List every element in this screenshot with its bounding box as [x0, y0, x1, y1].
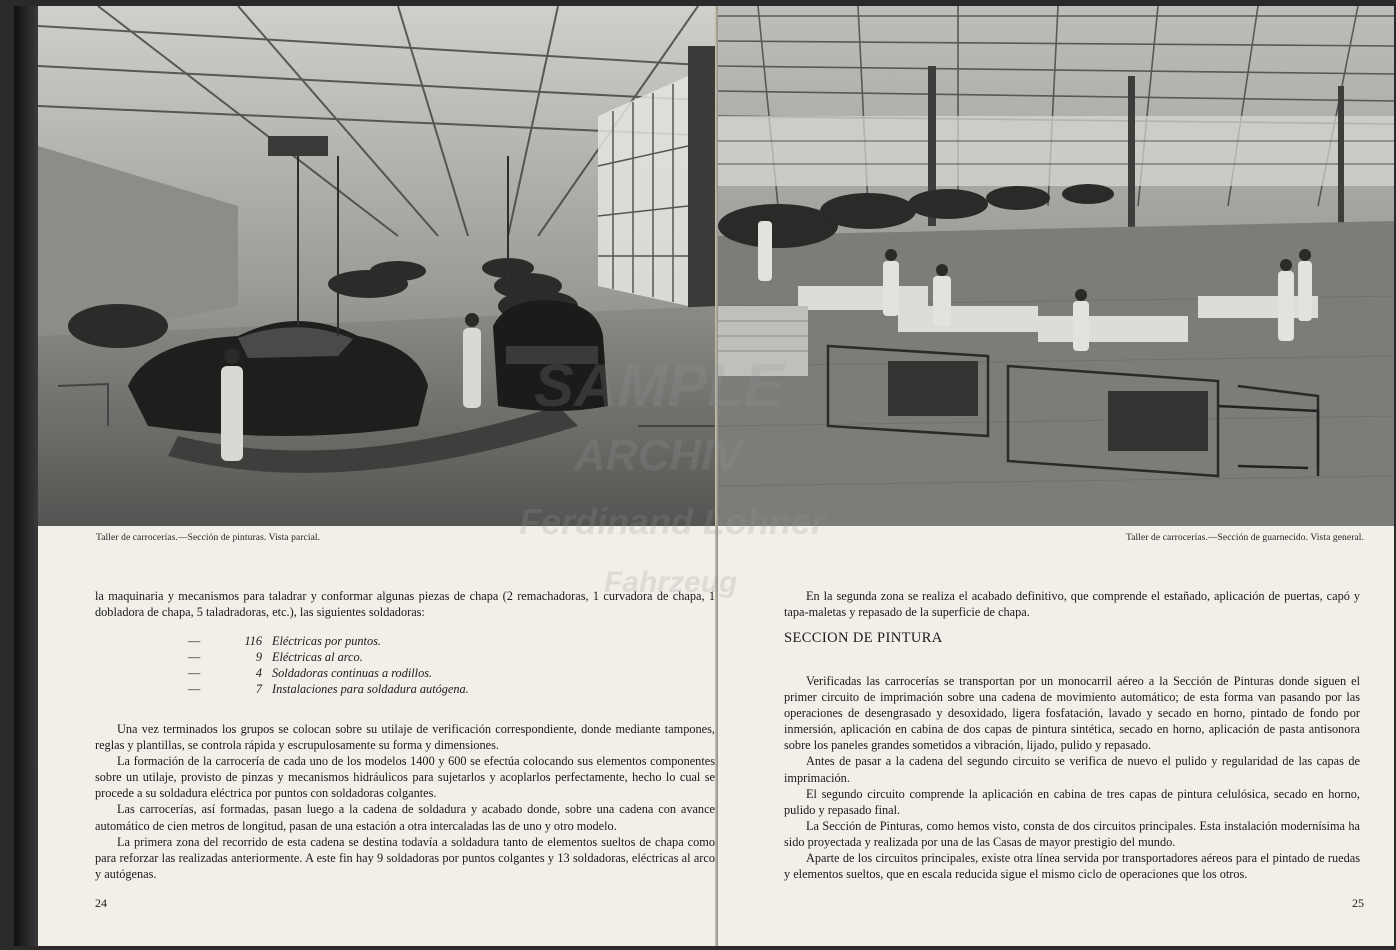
page-edge [14, 6, 38, 946]
right-page-number: 25 [1352, 896, 1364, 910]
paragraph: La primera zona del recorrido de esta cadena se destina todavía a soldadura tanto de elementos sueltos de chapa como para reforzar las realizadas anteriormente. A este fin hay 9 soldadoras por puntos colgantes y 13 soldadoras, eléctricas al arco y autógenas. [95, 834, 715, 881]
list-dash: — [188, 650, 201, 665]
list-dash: — [188, 682, 201, 697]
right-body [784, 673, 1360, 882]
photo-trim-shop [718, 6, 1394, 526]
list-description: Soldadoras continuas a rodillos. [272, 666, 433, 681]
list-description: Eléctricas al arco. [272, 650, 363, 665]
list-count: 9 [255, 650, 262, 665]
paragraph: Antes de pasar a la cadena del segundo circuito se verifica de nuevo el pulido y regularidad de las capas de imprimación. [784, 754, 1360, 785]
paint-shop-photo-illustration [38, 6, 718, 526]
list-item [188, 649, 469, 665]
watermark-line-4: Fahrzeug [604, 566, 738, 599]
left-intro-paragraph: la maquinaria y mecanismos para taladrar y conformar algunas piezas de chapa (2 remachadoras, 1 curvadora de chapa, 1 dobladora de chapa, 5 taladradoras, etc.), las siguientes soldadoras: [95, 589, 715, 620]
paragraph: La Sección de Pinturas, como hemos visto, consta de dos circuitos principales. Esta instalación modernísima ha sido proyectada y realizada por una de las Casas de mayor prestigio del mundo. [784, 818, 1360, 849]
list-item [188, 633, 469, 649]
paragraph: Una vez terminados los grupos se colocan sobre su utilaje de verificación correspondiente, donde mediante tampones, reglas y plantillas, se controla rápida y escrupulosamente su forma y dimensiones. [95, 722, 715, 753]
welder-list [188, 633, 469, 697]
list-dash: — [188, 666, 201, 681]
trim-shop-photo-illustration [718, 6, 1394, 526]
left-intro [95, 588, 715, 620]
paragraph: Las carrocerías, así formadas, pasan luego a la cadena de soldadura y acabado donde, sobre una cadena con avance automático de cien metros de longitud, pasan de una estación a otra intercaladas las de uno y otro modelo. [95, 802, 715, 833]
paragraph: Aparte de los circuitos principales, existe otra línea servida por transportadores aéreos para el pintado de ruedas y elementos sueltos, que en escala reducida sigue el mismo ciclo de operaciones que los otros. [784, 851, 1360, 882]
paragraph: Verificadas las carrocerías se transportan por un monocarril aéreo a la Sección de Pinturas donde siguen el primer circuito de imprimación sobre una cadena de movimiento automático; de esta forma van pasando por las operaciones de desengrasado y desoxidado, ligera fosfatación, lavado y secado en horno, pintado de fondo por inmersión, aplicación en cabina de dos capas de pintura sintética, secado en horno, aplicación de pasta antisonora sobre los paneles grandes sometidos a vibración, lijado, pulido y repasado. [784, 674, 1360, 753]
paragraph: La formación de la carrocería de cada uno de los modelos 1400 y 600 se efectúa colocando sus elementos componentes sobre un utilaje, provisto de pinzas y mecanismos hidráulicos para sujetarlos y acoplarlos perfectamente, hecho lo cual se procede a su soldadura eléctrica por puntos con soldadoras colgantes. [95, 754, 715, 801]
list-item [188, 665, 469, 681]
paragraph: El segundo circuito comprende la aplicación en cabina de tres capas de pintura celulósica, secado en horno, pulido y repasado final. [784, 786, 1360, 817]
right-page [718, 6, 1394, 946]
left-page [38, 6, 718, 946]
watermark-line-3: Ferdinand Lohner [519, 501, 825, 542]
watermark-line-1: SAMPLE [534, 352, 785, 419]
photo-paint-shop [38, 6, 718, 526]
right-intro-paragraph: En la segunda zona se realiza el acabado definitivo, que comprende el estañado, aplicación de puertas, capó y tapa-maletas y repasado de la superficie de chapa. [784, 589, 1360, 620]
list-item [188, 681, 469, 697]
list-count: 4 [255, 666, 262, 681]
list-description: Instalaciones para soldadura autógena. [272, 682, 469, 697]
list-count: 7 [255, 682, 262, 697]
list-count: 116 [244, 634, 262, 648]
right-photo-caption: Taller de carrocerías.—Sección de guarnecido. Vista general. [1125, 533, 1364, 543]
section-heading: SECCION DE PINTURA [784, 630, 943, 646]
left-photo-caption: Taller de carrocerías.—Sección de pinturas. Vista parcial. [96, 533, 321, 543]
list-dash: — [188, 634, 201, 648]
left-body [95, 721, 715, 882]
list-description: Eléctricas por puntos. [272, 634, 381, 648]
right-intro [784, 588, 1360, 620]
watermark-line-2: ARCHIV [574, 431, 743, 480]
left-page-number: 24 [95, 896, 107, 910]
book-spread [14, 6, 1394, 946]
